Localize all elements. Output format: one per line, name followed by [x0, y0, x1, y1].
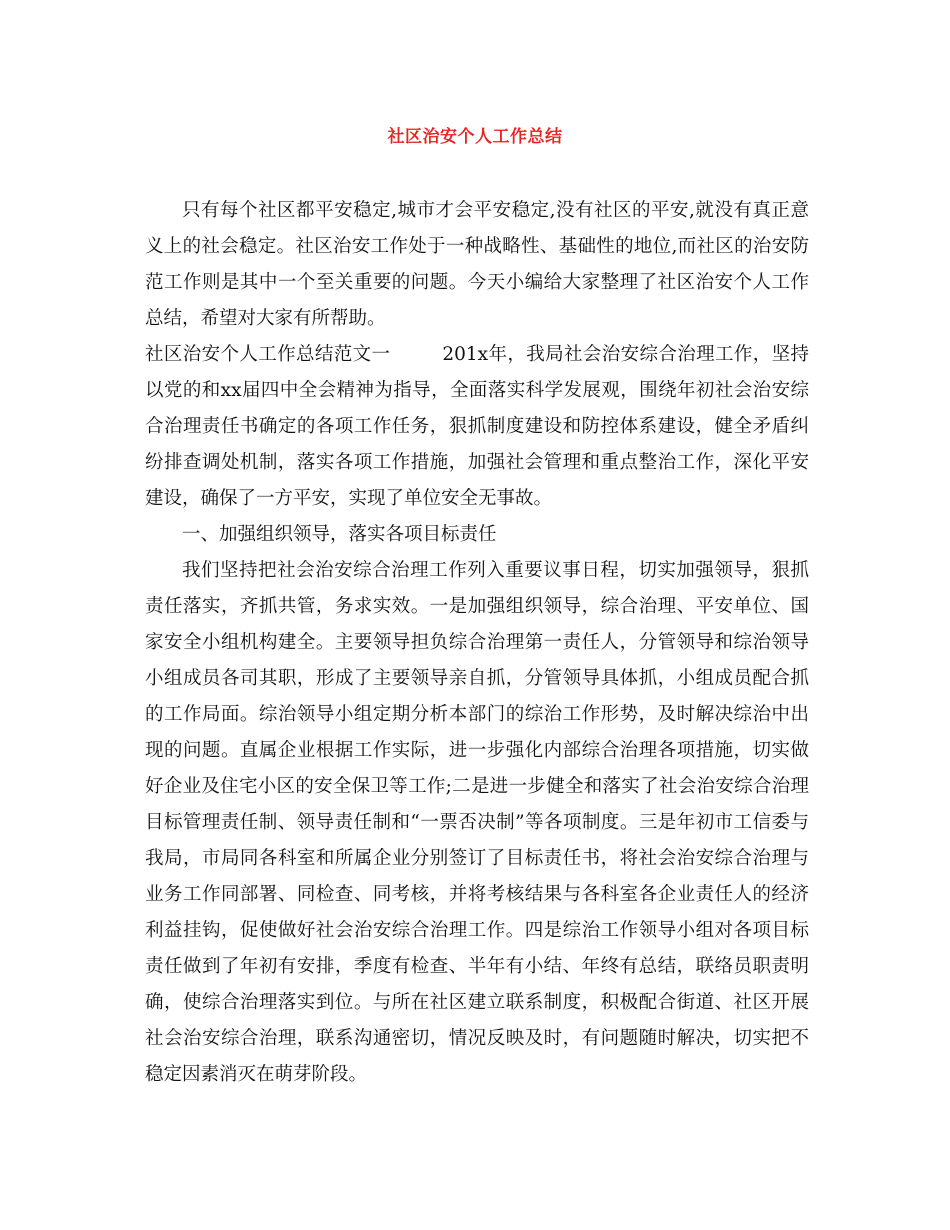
- sample-heading: 社区治安个人工作总结范文一: [145, 344, 391, 365]
- document-body: [145, 193, 809, 1093]
- sample-paragraph: [145, 337, 809, 517]
- document-title: 社区治安个人工作总结: [387, 127, 563, 147]
- intro-paragraph: 只有每个社区都平安稳定,城市才会平安稳定,没有社区的平安,就没有真正意义上的社会稳定。社区治安工作处于一种战略性、基础性的地位,而社区的治安防范工作则是其中一个至关重要的问题。今天小编给大家整理了社区治安个人工作总结，希望对大家有所帮助。: [145, 200, 809, 329]
- section-one-heading: 一、加强组织领导，落实各项目标责任: [182, 524, 497, 545]
- section-one-body: 我们坚持把社会治安综合治理工作列入重要议事日程，切实加强领导，狠抓责任落实，齐抓共管，务求实效。一是加强组织领导，综合治理、平安单位、国家安全小组机构建全。主要领导担负综合治理第一责任人，分管领导和综治领导小组成员各司其职，形成了主要领导亲自抓，分管领导具体抓，小组成员配合抓的工作局面。综治领导小组定期分析本部门的综治工作形势，及时解决综治中出现的问题。直属企业根据工作实际，进一步强化内部综合治理各项措施，切实做好企业及住宅小区的安全保卫等工作;二是进一步健全和落实了社会治安综合治理目标管理责任制、领导责任制和“一票否决制”等各项制度。三是年初市工信委与我局，市局同各科室和所属企业分别签订了目标责任书，将社会治安综合治理与业务工作同部署、同检查、同考核，并将考核结果与各科室各企业责任人的经济利益挂钩，促使做好社会治安综合治理工作。四是综治工作领导小组对各项目标责任做到了年初有安排，季度有检查、半年有小结、年终有总结，联络员职责明确，使综合治理落实到位。与所在社区建立联系制度，积极配合街道、社区开展社会治安综合治理，联系沟通密切，情况反映及时，有问题随时解决，切实把不稳定因素消灭在萌芽阶段。: [145, 560, 809, 1085]
- sample-paragraph-text: 201x年，我局社会治安综合治理工作，坚持以党的和xx届四中全会精神为指导，全面落实科学发展观，围绕年初社会治安综合治理责任书确定的各项工作任务，狠抓制度建设和防控体系建设，健全矛盾纠纷排查调处机制，落实各项工作措施，加强社会管理和重点整治工作，深化平安建设，确保了一方平安，实现了单位安全无事故。: [145, 344, 809, 509]
